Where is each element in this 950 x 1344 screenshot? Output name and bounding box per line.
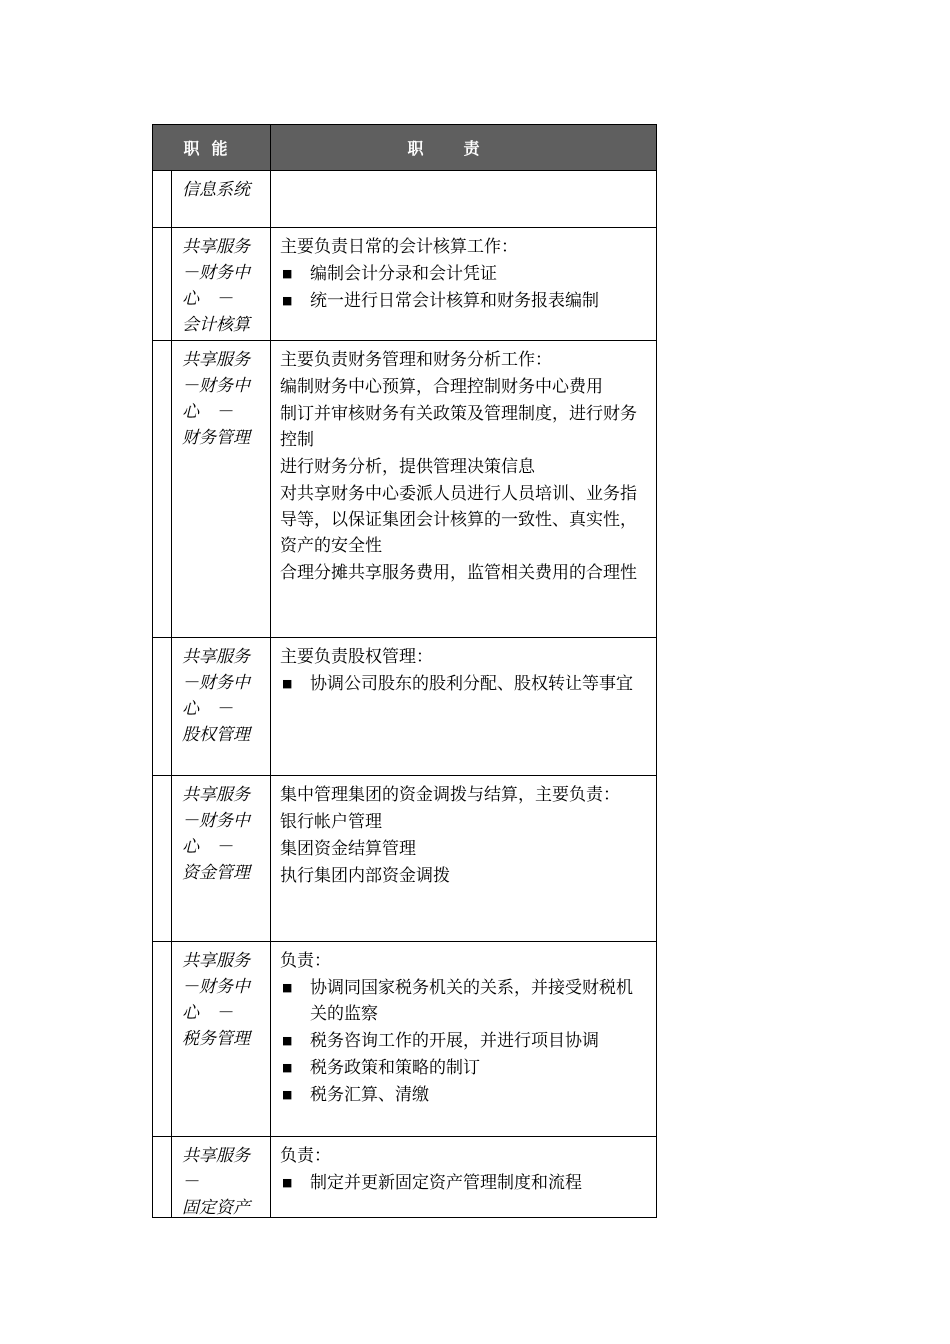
table-row	[153, 341, 656, 638]
duty-paragraph: 主要负责日常的会计核算工作：	[280, 237, 518, 257]
header-function: 职能	[153, 125, 271, 170]
function-text: 共享服务	[182, 350, 250, 370]
duty-bullet-item	[280, 1028, 646, 1054]
function-text: 共享服务	[182, 785, 250, 805]
duty-paragraph: 集中管理集团的资金调拨与结算，主要负责：	[280, 785, 620, 805]
function-cell	[172, 638, 271, 775]
row-margin-cell	[153, 776, 172, 941]
duty-text: 统一进行日常会计核算和财务报表编制	[310, 291, 599, 311]
function-text: 心 －	[182, 837, 233, 857]
row-margin-cell	[153, 638, 172, 775]
header-duties: 职责	[407, 139, 520, 158]
square-bullet-icon: ■	[282, 1061, 293, 1074]
duty-paragraph: 执行集团内部资金调拨	[280, 866, 450, 886]
duties-table	[152, 124, 657, 1218]
function-text: 资金管理	[182, 863, 250, 883]
table-row	[153, 776, 656, 942]
function-text: 财务管理	[182, 428, 250, 448]
duty-bullet-item	[280, 261, 646, 287]
function-text: 共享服务	[182, 647, 250, 667]
function-text: 共享服务	[182, 237, 250, 257]
square-bullet-icon: ■	[282, 267, 293, 280]
function-text: 固定资产	[182, 1198, 250, 1218]
duty-text: 税务汇算、清缴	[310, 1085, 429, 1105]
duty-paragraph: 负责：	[280, 1146, 331, 1166]
duties-cell	[271, 942, 656, 1136]
duty-bullet-item	[280, 671, 646, 697]
duty-text: 协调同国家税务机关的关系，并接受财税机关的监察	[310, 978, 633, 1024]
function-text: 共享服务	[182, 1146, 250, 1166]
function-cell	[172, 228, 271, 340]
duty-bullet-item	[280, 1055, 646, 1081]
duty-text: 税务政策和策略的制订	[310, 1058, 480, 1078]
row-margin-cell	[153, 228, 172, 340]
duty-paragraph: 集团资金结算管理	[280, 839, 416, 859]
function-text: 心 －	[182, 402, 233, 422]
table-row	[153, 171, 656, 228]
function-text: －财务中	[182, 977, 250, 997]
duties-cell	[271, 228, 656, 340]
square-bullet-icon: ■	[282, 1034, 293, 1047]
table-row	[153, 228, 656, 341]
duties-cell	[271, 776, 656, 941]
table-row	[153, 1137, 656, 1218]
function-text: 会计核算	[182, 315, 250, 335]
function-text: 信息系统	[182, 180, 250, 200]
duty-bullet-item	[280, 288, 646, 314]
function-cell	[172, 1137, 271, 1217]
duty-paragraph: 合理分摊共享服务费用，监管相关费用的合理性	[280, 563, 637, 583]
function-cell	[172, 776, 271, 941]
duty-paragraph: 进行财务分析，提供管理决策信息	[280, 457, 535, 477]
square-bullet-icon: ■	[282, 1176, 293, 1189]
duty-paragraph: 制订并审核财务有关政策及管理制度，进行财务控制	[280, 404, 637, 450]
row-margin-cell	[153, 171, 172, 227]
table-header	[153, 124, 656, 171]
table-body	[153, 171, 656, 1218]
duty-text: 编制会计分录和会计凭证	[310, 264, 497, 284]
function-text: －	[182, 1172, 199, 1192]
row-margin-cell	[153, 942, 172, 1136]
duty-paragraph: 编制财务中心预算，合理控制财务中心费用	[280, 377, 603, 397]
duty-text: 协调公司股东的股利分配、股权转让等事宜	[310, 674, 633, 694]
function-text: 心 －	[182, 289, 233, 309]
function-text: 心 －	[182, 699, 233, 719]
duty-paragraph: 银行帐户管理	[280, 812, 382, 832]
square-bullet-icon: ■	[282, 1088, 293, 1101]
square-bullet-icon: ■	[282, 294, 293, 307]
table-row	[153, 638, 656, 776]
row-margin-cell	[153, 1137, 172, 1217]
square-bullet-icon: ■	[282, 677, 293, 690]
duty-text: 税务咨询工作的开展，并进行项目协调	[310, 1031, 599, 1051]
duty-paragraph: 主要负责财务管理和财务分析工作：	[280, 350, 552, 370]
function-text: －财务中	[182, 811, 250, 831]
function-text: 心 －	[182, 1003, 233, 1023]
function-text: －财务中	[182, 263, 250, 283]
function-text: －财务中	[182, 376, 250, 396]
table-row	[153, 942, 656, 1137]
function-cell	[172, 942, 271, 1136]
duties-cell	[271, 638, 656, 775]
duty-bullet-item	[280, 1082, 646, 1108]
function-cell	[172, 341, 271, 637]
function-text: －财务中	[182, 673, 250, 693]
function-text: 股权管理	[182, 725, 250, 745]
duty-text: 制定并更新固定资产管理制度和流程	[310, 1173, 582, 1193]
duty-bullet-item	[280, 975, 646, 1027]
duties-cell	[271, 1137, 656, 1217]
row-margin-cell	[153, 341, 172, 637]
duties-cell	[271, 171, 656, 227]
function-text: 共享服务	[182, 951, 250, 971]
square-bullet-icon: ■	[282, 981, 293, 994]
duty-paragraph: 负责：	[280, 951, 331, 971]
duty-bullet-item	[280, 1170, 646, 1196]
function-text: 税务管理	[182, 1029, 250, 1049]
duty-paragraph: 主要负责股权管理：	[280, 647, 433, 667]
duties-cell	[271, 341, 656, 637]
duty-paragraph: 对共享财务中心委派人员进行人员培训、业务指导等，以保证集团会计核算的一致性、真实性，资产的安全性	[280, 484, 637, 556]
function-cell	[172, 171, 271, 227]
